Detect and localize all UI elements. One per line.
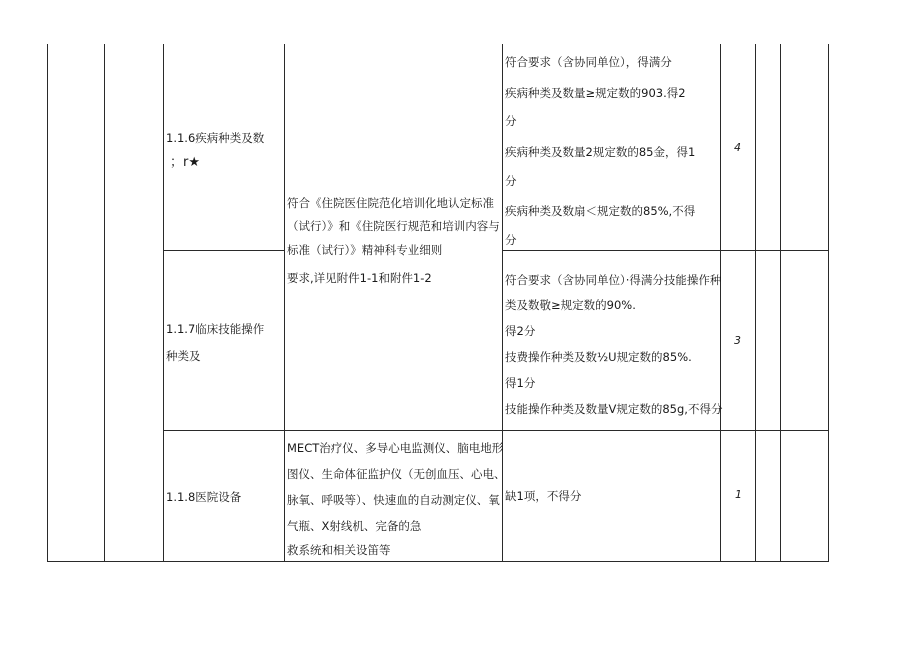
standard-line: 脉氧、呼吸等）、快速血的自动测定仪、氧 [287,493,500,507]
criteria-line: 疾病种类及数量≥规定数的903.得2 [505,86,686,100]
standard-line: MECT治疗仪、多导心电监测仪、脑电地形 [287,441,504,455]
column-divider [163,44,164,562]
column-divider [755,44,756,562]
standard-line: 符合《住院医住院范化培训化地认定标准 [287,196,494,210]
standard-line: （试行）》和《住院医行规范和培训内容与 [287,219,500,233]
column-divider [720,44,721,562]
criteria-line: 得2分 [505,324,536,338]
column-divider [502,44,503,562]
row-divider [163,250,284,251]
item-label: 种类及 [166,349,201,363]
column-divider [780,44,781,562]
table-border-bottom [47,561,829,562]
standard-line: 气瓶、X射线机、完备的急 [287,519,422,533]
item-label: 1.1.6疾病种类及数 [166,131,265,145]
item-label: 1.1.8医院设备 [166,490,242,504]
score-value: 1 [735,488,742,501]
standard-line: 救系统和相关设笛等 [287,543,391,557]
standard-line: 标准（试行）》精神科专业细则 [287,243,443,257]
criteria-line: 得1分 [505,376,536,390]
row-divider [163,430,828,431]
criteria-line: 疾病种类及数量2规定数的85金，得1 [505,145,696,159]
criteria-line: 技费操作种类及数½U规定数的85%. [505,350,692,364]
item-label-suffix: ；r★ [170,155,200,170]
row-divider [502,250,828,251]
standard-line: 要求,详见附件1-1和附件1-2 [287,271,432,285]
column-divider [104,44,105,562]
standard-line: 图仪、生命体征监护仪（无创血压、心电、 [287,467,506,481]
table-border-left [47,44,48,562]
score-value: 4 [734,141,741,154]
item-label [170,155,200,170]
criteria-line: 分 [505,114,517,128]
criteria-line: 类及数敬≥规定数的90%. [505,298,636,312]
criteria-line: 符合要求（含协同单位）·得满分技能操作种 [505,273,722,287]
column-divider [284,44,285,562]
table-border-right [828,44,829,562]
criteria-line: 疾病种类及数扇＜规定数的85%,不得 [505,204,696,218]
criteria-line: 分 [505,233,517,247]
criteria-line: 技能操作种类及数量V规定数的85g,不得分 [505,402,723,416]
score-value: 3 [734,334,741,347]
criteria-line: 分 [505,174,517,188]
criteria-line: 缺1项，不得分 [505,489,582,503]
item-label: 1.1.7临床技能操作 [166,322,265,336]
criteria-line: 符合要求（含协同单位），得满分 [505,55,672,69]
